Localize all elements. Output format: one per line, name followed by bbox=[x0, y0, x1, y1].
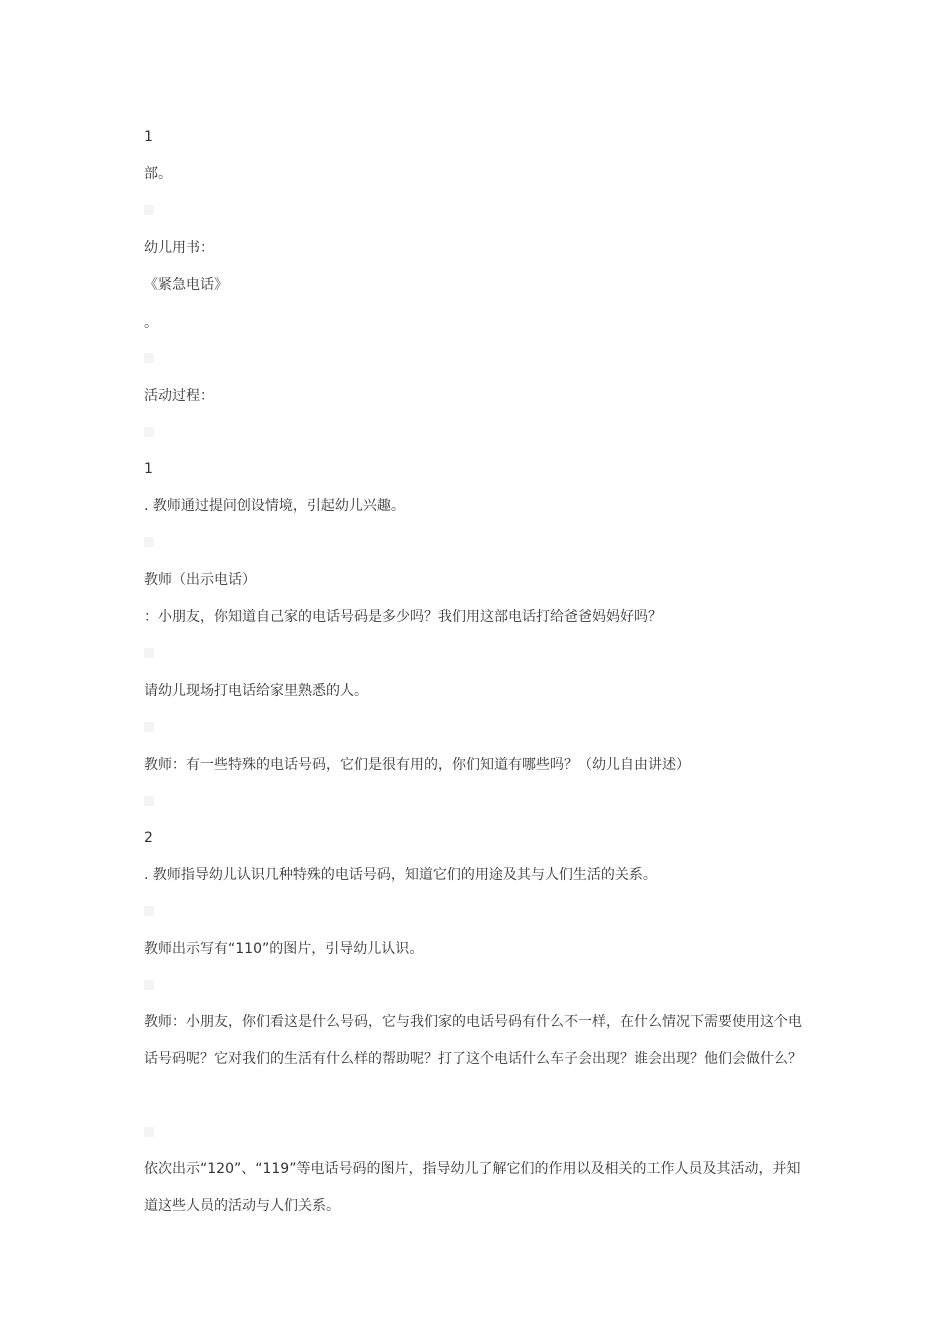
teacher-special-numbers: 教师：有一些特殊的电话号码，它们是很有用的，你们知道有哪些吗？（幼儿自由讲述） bbox=[144, 757, 690, 773]
activity-process-heading: 活动过程： bbox=[144, 388, 214, 404]
text-line: 部。 bbox=[144, 166, 172, 182]
paragraph-mark bbox=[144, 796, 154, 806]
paragraph-mark bbox=[144, 722, 154, 732]
paragraph-mark bbox=[144, 353, 154, 363]
paragraph-mark bbox=[144, 980, 154, 990]
show-120-119-instruction: 依次出示“120”、“119”等电话号码的图片，指导幼儿了解它们的作用以及相关的工作人员及其活动，并知道这些人员的活动与人们关系。 bbox=[144, 1161, 801, 1214]
paragraph-mark bbox=[144, 906, 154, 916]
children-call-instruction: 请幼儿现场打电话给家里熟悉的人。 bbox=[144, 683, 368, 699]
step-2-text: . 教师指导幼儿认识几种特殊的电话号码，知道它们的用途及其与人们生活的关系。 bbox=[144, 867, 657, 883]
step-number-2: 2 bbox=[144, 830, 153, 846]
paragraph-mark bbox=[144, 427, 154, 437]
text-line: 。 bbox=[144, 315, 158, 331]
step-1-text: . 教师通过提问创设情境，引起幼儿兴趣。 bbox=[144, 498, 405, 514]
step-number-1: 1 bbox=[144, 461, 153, 477]
paragraph-mark bbox=[144, 205, 154, 215]
step-number-1-top: 1 bbox=[144, 129, 153, 145]
paragraph-mark bbox=[144, 1127, 154, 1137]
teacher-show-phone: 教师（出示电话） bbox=[144, 572, 256, 588]
teacher-110-questions: 教师：小朋友，你们看这是什么号码，它与我们家的电话号码有什么不一样，在什么情况下需要使用这个电话号码呢？它对我们的生活有什么样的帮助呢？打了这个电话什么车子会出现？谁会出现？他们会做什么？ bbox=[144, 1014, 802, 1067]
book-title: 《紧急电话》 bbox=[144, 277, 228, 293]
teacher-question: ：小朋友，你知道自己家的电话号码是多少吗？我们用这部电话打给爸爸妈妈好吗？ bbox=[144, 609, 662, 625]
paragraph-mark bbox=[144, 648, 154, 658]
teacher-show-110: 教师出示写有“110”的图片，引导幼儿认识。 bbox=[144, 941, 424, 957]
paragraph-mark bbox=[144, 537, 154, 547]
children-book-label: 幼儿用书： bbox=[144, 240, 214, 256]
